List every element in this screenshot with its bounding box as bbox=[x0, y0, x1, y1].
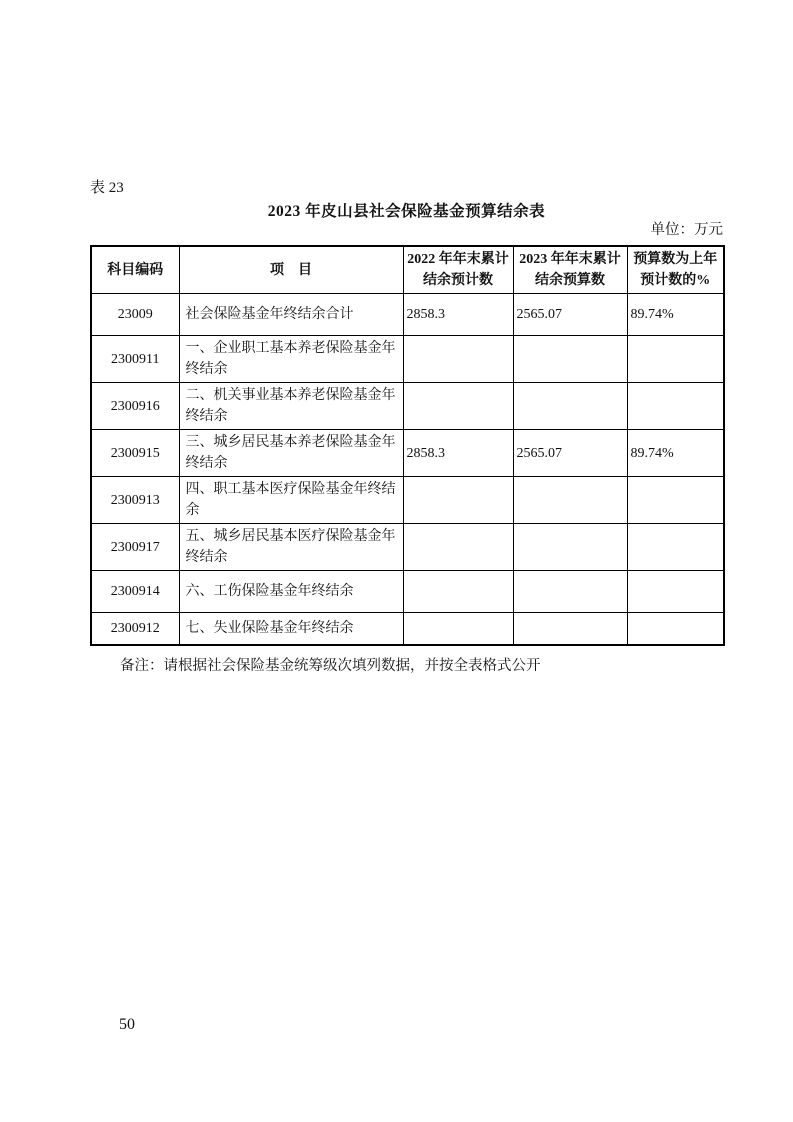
cell-pct bbox=[627, 383, 724, 430]
table-row bbox=[91, 613, 724, 645]
column-header-0: 科目编码 bbox=[91, 246, 179, 294]
table-row bbox=[91, 477, 724, 524]
cell-v2022 bbox=[403, 383, 513, 430]
cell-code: 2300917 bbox=[91, 524, 179, 571]
unit-label: 单位：万元 bbox=[650, 222, 723, 238]
page-number: 50 bbox=[119, 1016, 135, 1033]
cell-pct bbox=[627, 613, 724, 645]
cell-v2022: 2858.3 bbox=[403, 430, 513, 477]
cell-pct bbox=[627, 524, 724, 571]
cell-item: 五、城乡居民基本医疗保险基金年终结余 bbox=[179, 524, 403, 571]
cell-code: 23009 bbox=[91, 294, 179, 336]
cell-item: 社会保险基金年终结余合计 bbox=[179, 294, 403, 336]
column-header-4: 预算数为上年预计数的% bbox=[627, 246, 724, 294]
table-header bbox=[91, 246, 724, 294]
cell-item: 六、工伤保险基金年终结余 bbox=[179, 571, 403, 613]
note-text: 备注：请根据社会保险基金统筹级次填列数据，并按全表格式公开 bbox=[120, 658, 541, 674]
cell-code: 2300916 bbox=[91, 383, 179, 430]
column-header-1: 项 目 bbox=[179, 246, 403, 294]
cell-pct bbox=[627, 477, 724, 524]
cell-v2023 bbox=[513, 613, 627, 645]
column-header-2: 2022 年年末累计结余预计数 bbox=[403, 246, 513, 294]
cell-v2023 bbox=[513, 477, 627, 524]
cell-code: 2300912 bbox=[91, 613, 179, 645]
cell-v2023 bbox=[513, 524, 627, 571]
table-row bbox=[91, 294, 724, 336]
table-row bbox=[91, 336, 724, 383]
cell-v2022 bbox=[403, 336, 513, 383]
cell-item: 二、机关事业基本养老保险基金年终结余 bbox=[179, 383, 403, 430]
table-body bbox=[91, 294, 724, 645]
cell-v2023: 2565.07 bbox=[513, 294, 627, 336]
cell-pct bbox=[627, 336, 724, 383]
cell-v2023 bbox=[513, 383, 627, 430]
cell-item: 七、失业保险基金年终结余 bbox=[179, 613, 403, 645]
column-header-3: 2023 年年末累计结余预算数 bbox=[513, 246, 627, 294]
cell-v2023 bbox=[513, 571, 627, 613]
budget-balance-table bbox=[90, 245, 725, 646]
table-row bbox=[91, 383, 724, 430]
cell-code: 2300911 bbox=[91, 336, 179, 383]
cell-v2022 bbox=[403, 571, 513, 613]
cell-pct bbox=[627, 571, 724, 613]
cell-item: 四、职工基本医疗保险基金年终结余 bbox=[179, 477, 403, 524]
cell-v2022: 2858.3 bbox=[403, 294, 513, 336]
cell-v2023: 2565.07 bbox=[513, 430, 627, 477]
table-row bbox=[91, 430, 724, 477]
cell-v2023 bbox=[513, 336, 627, 383]
cell-v2022 bbox=[403, 613, 513, 645]
table-row bbox=[91, 571, 724, 613]
cell-pct: 89.74% bbox=[627, 294, 724, 336]
page-title: 2023 年皮山县社会保险基金预算结余表 bbox=[267, 203, 546, 220]
cell-item: 三、城乡居民基本养老保险基金年终结余 bbox=[179, 430, 403, 477]
cell-code: 2300914 bbox=[91, 571, 179, 613]
table-number-label: 表 23 bbox=[90, 180, 124, 196]
cell-code: 2300913 bbox=[91, 477, 179, 524]
table-row bbox=[91, 524, 724, 571]
cell-code: 2300915 bbox=[91, 430, 179, 477]
cell-v2022 bbox=[403, 477, 513, 524]
cell-pct: 89.74% bbox=[627, 430, 724, 477]
cell-v2022 bbox=[403, 524, 513, 571]
table-header-row bbox=[91, 246, 724, 294]
cell-item: 一、企业职工基本养老保险基金年终结余 bbox=[179, 336, 403, 383]
